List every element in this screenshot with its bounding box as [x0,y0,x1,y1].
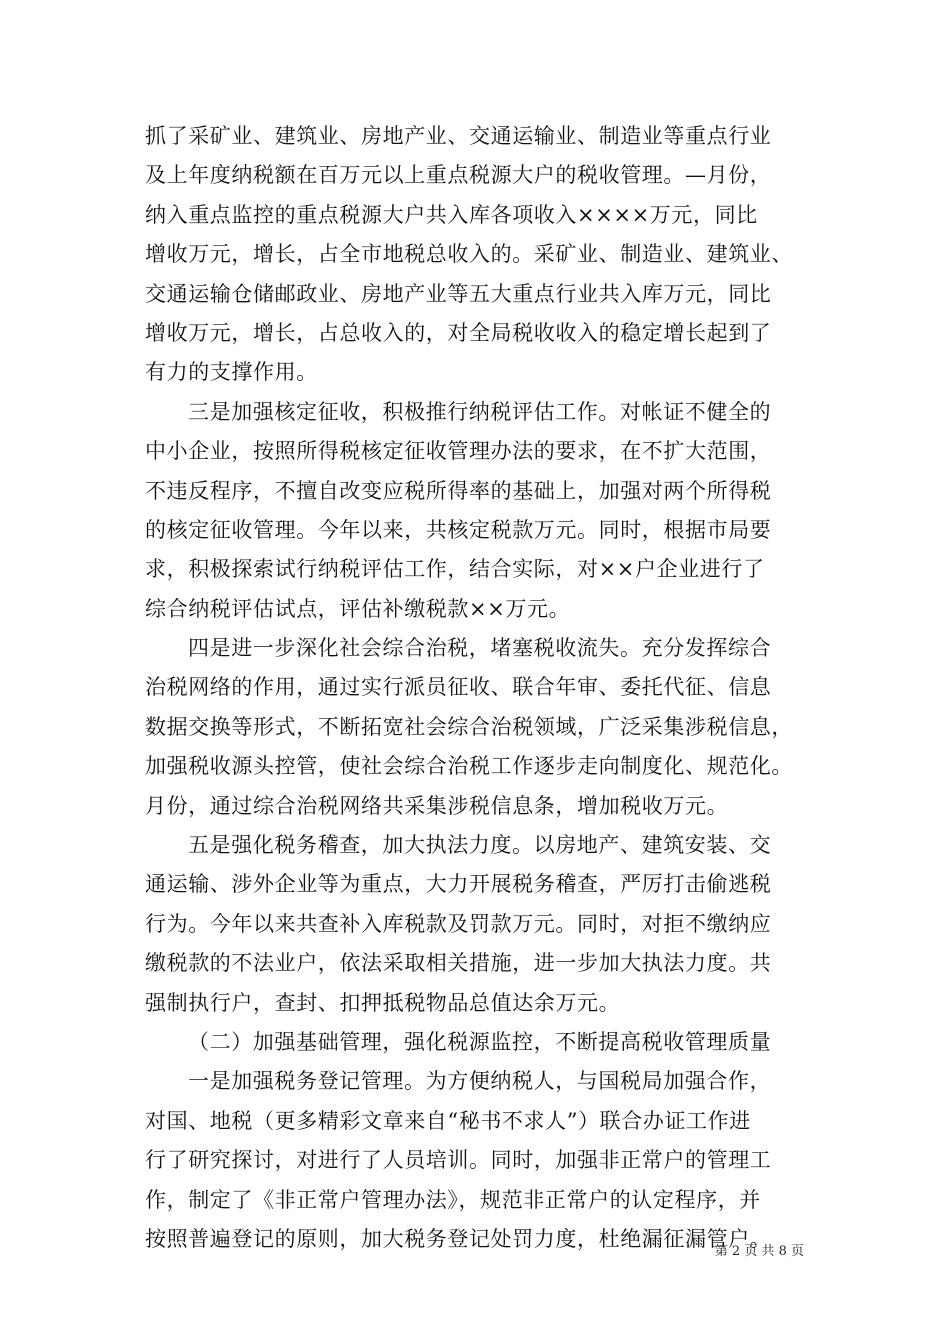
text-line-26: 对国、地税（更多精彩文章来自“秘书不求人”）联合办证工作进 [145,1108,751,1133]
text-line-23: 强制执行户，查封、扣押抵税物品总值达余万元。 [145,990,621,1015]
text-line-29: 按照普遍登记的原则，加大税务登记处罚力度，杜绝漏征漏管户。 [145,1226,772,1251]
text-line-5: 交通运输仓储邮政业、房地产业等五大重点行业共入库万元，同比 [145,281,772,306]
text-line-15: 治税网络的作用，通过实行派员征收、联合年审、委托代征、信息 [145,675,772,700]
text-line-13: 综合纳税评估试点，评估补缴税款××万元。 [145,596,571,621]
text-line-16: 数据交换等形式，不断拓宽社会综合治税领域，广泛采集涉税信息， [145,714,793,739]
text-line-12: 求，积极探索试行纳税评估工作，结合实际，对××户企业进行了 [145,557,765,582]
text-line-9: 中小企业，按照所得税核定征收管理办法的要求，在不扩大范围， [145,439,772,464]
text-line-10: 不违反程序，不擅自改变应税所得率的基础上，加强对两个所得税 [145,478,772,503]
text-line-20: 通运输、涉外企业等为重点，大力开展税务稽查，严厉打击偷逃税 [145,872,772,897]
text-line-6: 增收万元，增长，占总收入的，对全局税收收入的稳定增长起到了 [145,320,772,345]
paragraph-three-start: 三是加强核定征收，积极推行纳税评估工作。对帐证不健全的 [188,399,772,424]
paragraph-registration-start: 一是加强税务登记管理。为方便纳税人，与国税局加强合作， [188,1069,772,1094]
text-line-1: 抓了采矿业、建筑业、房地产业、交通运输业、制造业等重点行业 [145,124,772,148]
text-line-11: 的核定征收管理。今年以来，共核定税款万元。同时，根据市局要 [145,517,772,542]
section-heading-two: （二）加强基础管理，强化税源监控，不断提高税收管理质量 [188,1029,772,1054]
text-line-18: 月份，通过综合治税网络共采集涉税信息条，增加税收万元。 [145,793,729,818]
text-line-7: 有力的支撑作用。 [145,360,318,385]
page-number-footer: 第 2 页 共 8 页 [714,1244,804,1259]
text-line-3: 纳入重点监控的重点税源大户共入库各项收入××××万元，同比 [145,202,758,227]
document-body [145,117,809,1259]
text-line-2: 及上年度纳税额在百万元以上重点税源大户的税收管理。—月份， [145,163,772,188]
text-line-28: 作，制定了《非正常户管理办法》，规范非正常户的认定程序，并 [145,1187,761,1212]
text-line-22: 缴税款的不法业户，依法采取相关措施，进一步加大执法力度。共 [145,951,772,976]
paragraph-four-start: 四是进一步深化社会综合治税，堵塞税收流失。充分发挥综合 [188,636,772,661]
text-line-27: 行了研究探讨，对进行了人员培训。同时，加强非正常户的管理工 [145,1148,772,1173]
text-line-4: 增收万元，增长，占全市地税总收入的。采矿业、制造业、建筑业、 [145,242,793,267]
text-line-17: 加强税收源头控管，使社会综合治税工作逐步走向制度化、规范化。 [145,754,793,779]
paragraph-five-start: 五是强化税务稽查，加大执法力度。以房地产、建筑安装、交 [188,833,772,858]
text-line-21: 行为。今年以来共查补入库税款及罚款万元。同时，对拒不缴纳应 [145,911,772,936]
